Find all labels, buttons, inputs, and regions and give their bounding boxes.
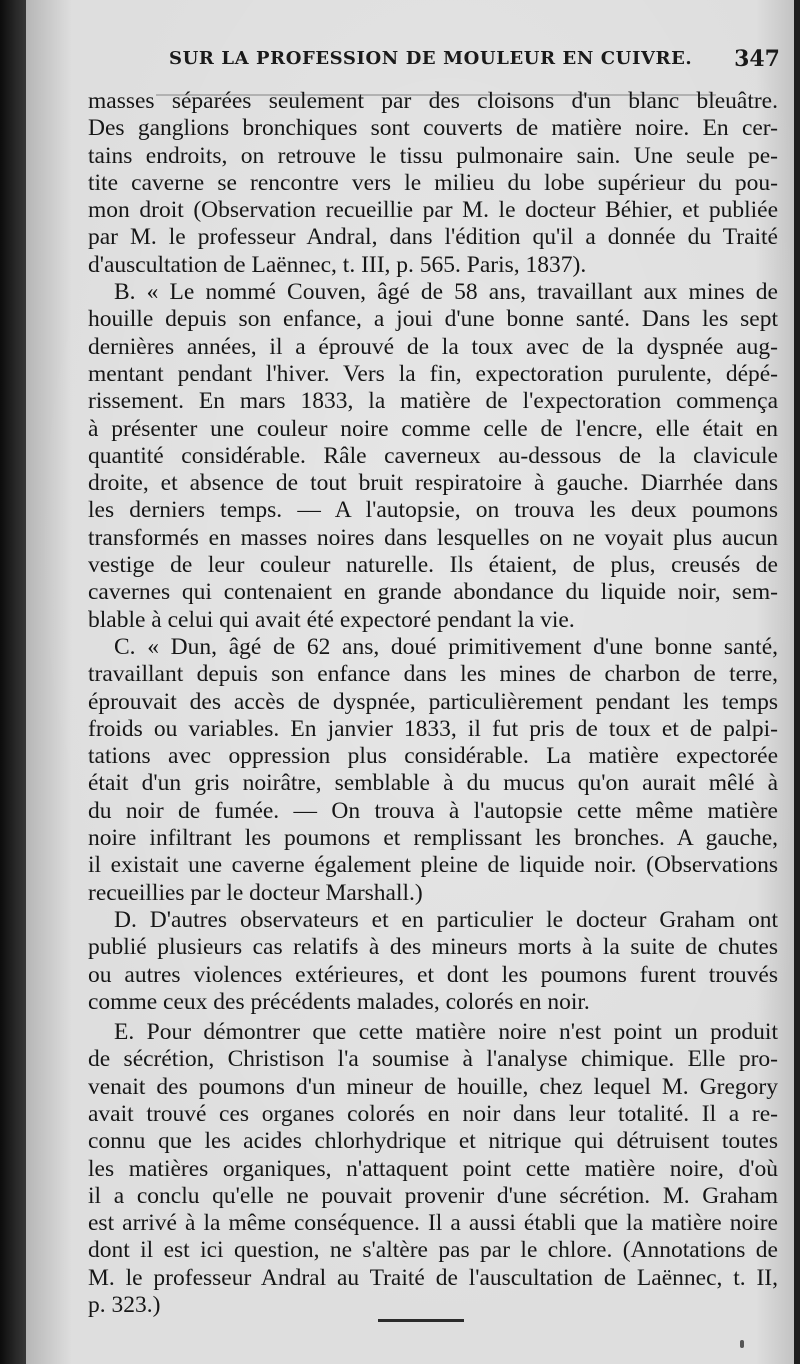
scan-speck <box>740 1340 744 1348</box>
text-line: rissement. En mars 1833, la matière de l'expectoration commença <box>88 388 778 415</box>
text-line: froids ou variables. En janvier 1833, il fut pris de toux et de palpi- <box>88 715 778 742</box>
text-line: il existait une caverne également pleine de liquide noir. (Observations <box>88 852 778 879</box>
text-line: quantité considérable. Râle caverneux au-dessous de la clavicule <box>88 442 778 469</box>
text-line: droite, et absence de tout bruit respiratoire à gauche. Diarrhée dans <box>88 470 778 497</box>
text-line: noire infiltrant les poumons et remplissant les bronches. A gauche, <box>88 825 778 852</box>
text-line: avait trouvé ces organes colorés en noir dans leur totalité. Il a re- <box>88 1100 778 1127</box>
text-line: houille depuis son enfance, a joui d'une bonne santé. Dans les sept <box>88 306 778 333</box>
running-title: SUR LA PROFESSION DE MOULEUR EN CUIVRE. <box>169 48 693 69</box>
text-line: était d'un gris noirâtre, semblable à du mucus qu'on aurait mêlé à <box>88 770 778 797</box>
text-line: Des ganglions bronchiques sont couverts de matière noire. En cer- <box>88 115 778 142</box>
closing-rule <box>378 1319 464 1322</box>
text-line: les matières organiques, n'attaquent point cette matière noire, d'où <box>88 1155 778 1182</box>
text-line: du noir de fumée. — On trouva à l'autopsie cette même matière <box>88 797 778 824</box>
book-page <box>26 0 794 1364</box>
text-line: il a conclu qu'elle ne pouvait provenir d'une sécrétion. M. Graham <box>88 1182 778 1209</box>
text-line: éprouvait des accès de dyspnée, particulièrement pendant les temps <box>88 688 778 715</box>
paragraph-b-start: B. « Le nommé Couven, âgé de 58 ans, travaillant aux mines de <box>114 279 778 306</box>
paragraph-c-start: C. « Dun, âgé de 62 ans, doué primitivement d'une bonne santé, <box>114 633 778 660</box>
text-line: mon droit (Observation recueillie par M. le docteur Béhier, et publiée <box>88 197 778 224</box>
body-text <box>88 88 778 1319</box>
text-line: ou autres violences extérieures, et dont les poumons furent trouvés <box>88 961 778 988</box>
text-line: recueillies par le docteur Marshall.) <box>88 879 423 906</box>
text-line: à présenter une couleur noire comme celle de l'encre, elle était en <box>88 415 778 442</box>
text-line: dernières années, il a éprouvé de la toux avec de la dyspnée aug- <box>88 333 778 360</box>
text-line: dont il est ici question, ne s'altère pas par le chlore. (Annotations de <box>88 1237 778 1264</box>
text-line: tite caverne se rencontre vers le milieu du lobe supérieur du pou- <box>88 169 778 196</box>
text-line: masses séparées seulement par des cloisons d'un blanc bleuâtre. <box>88 88 778 114</box>
page-number: 347 <box>734 46 780 72</box>
text-line: venait des poumons d'un mineur de houille, chez lequel M. Gregory <box>88 1073 778 1100</box>
text-line: vestige de leur couleur naturelle. Ils étaient, de plus, creusés de <box>88 552 778 579</box>
paragraph-e-start: E. Pour démontrer que cette matière noire n'est point un produit <box>114 1019 778 1046</box>
text-line: transformés en masses noires dans lesquelles on ne voyait plus aucun <box>88 524 778 551</box>
text-line: M. le professeur Andral au Traité de l'auscultation de Laënnec, t. II, <box>88 1264 778 1291</box>
text-line: est arrivé à la même conséquence. Il a aussi établi que la matière noire <box>88 1210 778 1237</box>
text-line: comme ceux des précédents malades, colorés en noir. <box>88 988 590 1015</box>
text-line: publié plusieurs cas relatifs à des mineurs morts à la suite de chutes <box>88 934 778 961</box>
text-line: mentant pendant l'hiver. Vers la fin, expectoration purulente, dépé- <box>88 360 778 387</box>
text-line: travaillant depuis son enfance dans les mines de charbon de terre, <box>88 661 778 688</box>
text-line: cavernes qui contenaient en grande abondance du liquide noir, sem- <box>88 579 778 606</box>
scan-edge <box>0 0 28 1364</box>
running-head <box>66 46 784 76</box>
text-line: blable à celui qui avait été expectoré pendant la vie. <box>88 606 575 633</box>
text-line: tains endroits, on retrouve le tissu pulmonaire sain. Une seule pe- <box>88 142 778 169</box>
paragraph-d-start: D. D'autres observateurs et en particulier le docteur Graham ont <box>114 906 778 933</box>
text-line: par M. le professeur Andral, dans l'édition qu'il a donnée du Traité <box>88 224 778 251</box>
text-line: les derniers temps. — A l'autopsie, on trouva les deux poumons <box>88 497 778 524</box>
text-line: connu que les acides chlorhydrique et nitrique qui détruisent toutes <box>88 1128 778 1155</box>
text-line: de sécrétion, Christison l'a soumise à l'analyse chimique. Elle pro- <box>88 1046 778 1073</box>
text-line: p. 323.) <box>88 1292 161 1319</box>
text-line: d'auscultation de Laënnec, t. III, p. 565. Paris, 1837). <box>88 251 587 278</box>
text-line: tations avec oppression plus considérable. La matière expectorée <box>88 743 778 770</box>
